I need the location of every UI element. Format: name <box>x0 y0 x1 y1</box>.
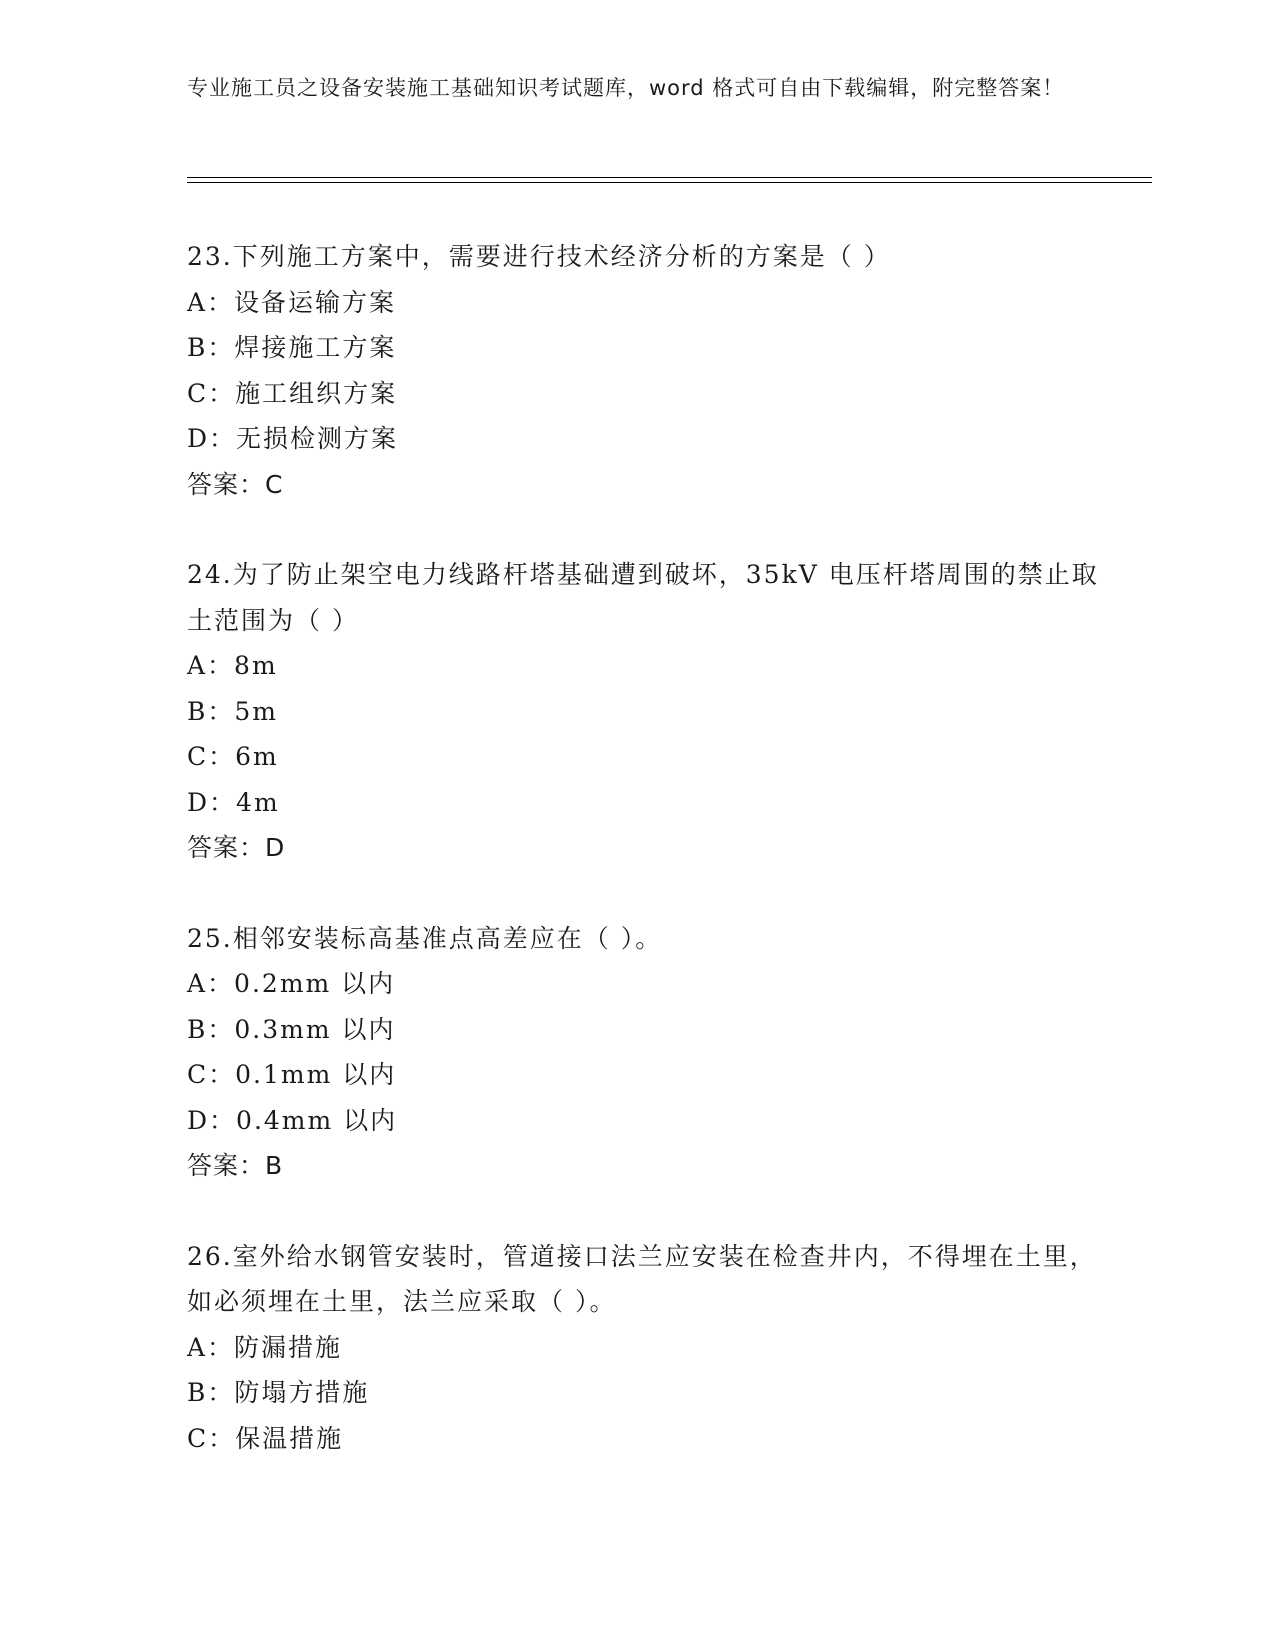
question-23 <box>187 234 1107 507</box>
option-b: B：焊接施工方案 <box>187 333 397 362</box>
answer: 答案：B <box>187 1151 284 1180</box>
question-text: 24.为了防止架空电力线路杆塔基础遭到破坏，35kV 电压杆塔周围的禁止取土范围为（ ） <box>187 560 1099 635</box>
option-d: D：4m <box>187 787 280 817</box>
option-a: A：0.2mm 以内 <box>187 969 396 998</box>
answer: 答案：D <box>187 833 286 862</box>
option-b: B：0.3mm 以内 <box>187 1014 396 1044</box>
question-24 <box>187 552 1107 871</box>
option-d: D：0.4mm 以内 <box>187 1105 398 1135</box>
option-c: C：施工组织方案 <box>187 378 398 408</box>
option-b: B：防塌方措施 <box>187 1378 370 1407</box>
header-divider-top <box>187 177 1152 178</box>
question-list <box>187 234 1107 1506</box>
option-a: A：8m <box>187 651 278 680</box>
option-c: C：保温措施 <box>187 1423 344 1453</box>
option-c: C：6m <box>187 742 279 771</box>
question-26 <box>187 1234 1107 1462</box>
question-text: 25.相邻安装标高基准点高差应在（ ）。 <box>187 923 663 953</box>
question-text: 26.室外给水钢管安装时，管道接口法兰应安装在检查井内，不得埋在土里，如必须埋在土里，法兰应采取（ ）。 <box>187 1241 1097 1316</box>
option-b: B：5m <box>187 696 278 726</box>
option-a: A：防漏措施 <box>187 1332 343 1362</box>
document-header: 专业施工员之设备安装施工基础知识考试题库，word 格式可自由下载编辑，附完整答案！ <box>187 76 1065 100</box>
option-d: D：无损检测方案 <box>187 424 399 453</box>
header-divider-bottom <box>187 182 1152 183</box>
question-25 <box>187 916 1107 1189</box>
option-c: C：0.1mm 以内 <box>187 1060 397 1089</box>
option-a: A：设备运输方案 <box>187 287 397 317</box>
answer: 答案：C <box>187 469 284 499</box>
question-text: 23.下列施工方案中，需要进行技术经济分析的方案是（ ） <box>187 242 891 271</box>
